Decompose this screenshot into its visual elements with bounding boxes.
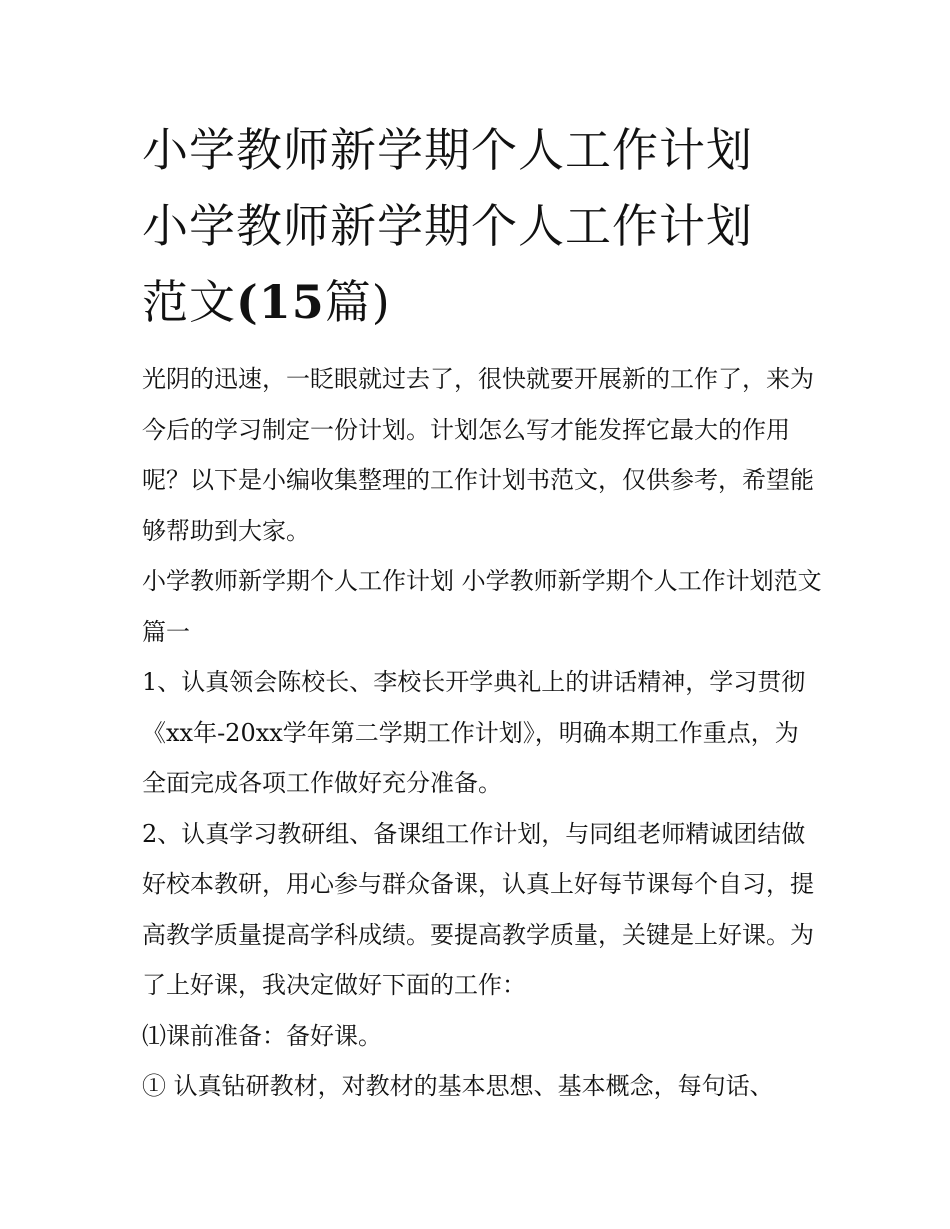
sub-item-circle-1: ① 认真钻研教材，对教材的基本思想、基本概念，每句话、 — [142, 1072, 774, 1100]
section-heading: 小学教师新学期个人工作计划 小学教师新学期个人工作计划范文篇一 — [142, 567, 822, 646]
title-line-3-text: 范文 — [142, 275, 236, 329]
title-line-2: 小学教师新学期个人工作计划 — [142, 199, 753, 253]
paragraph-item-1: 1、认真领会陈校长、李校长开学典礼上的讲话精神，学习贯彻《xx年-20xx学年第二学期工作计划》，明确本期工作重点，为全面完成各项工作做好充分准备。 — [142, 668, 806, 797]
title-end: 篇) — [324, 275, 391, 329]
sub-item-1: ⑴课前准备：备好课。 — [142, 1021, 382, 1050]
title-count: (15 — [236, 275, 325, 329]
title-line-1: 小学教师新学期个人工作计划 — [142, 123, 753, 177]
intro-paragraph: 光阴的迅速，一眨眼就过去了，很快就要开展新的工作了，来为今后的学习制定一份计划。计划怎么写才能发挥它最大的作用呢？以下是小编收集整理的工作计划书范文，仅供参考，希望能够帮助到大家。 — [142, 365, 814, 545]
paragraph-item-2: 2、认真学习教研组、备课组工作计划，与同组老师精诚团结做好校本教研，用心参与群众备课，认真上好每节课每个自习，提高教学质量提高学科成绩。要提高教学质量，关键是上好课。为了上好课，我决定做好下面的工作： — [142, 819, 814, 999]
document-page — [142, 112, 822, 1112]
document-title — [142, 112, 822, 340]
